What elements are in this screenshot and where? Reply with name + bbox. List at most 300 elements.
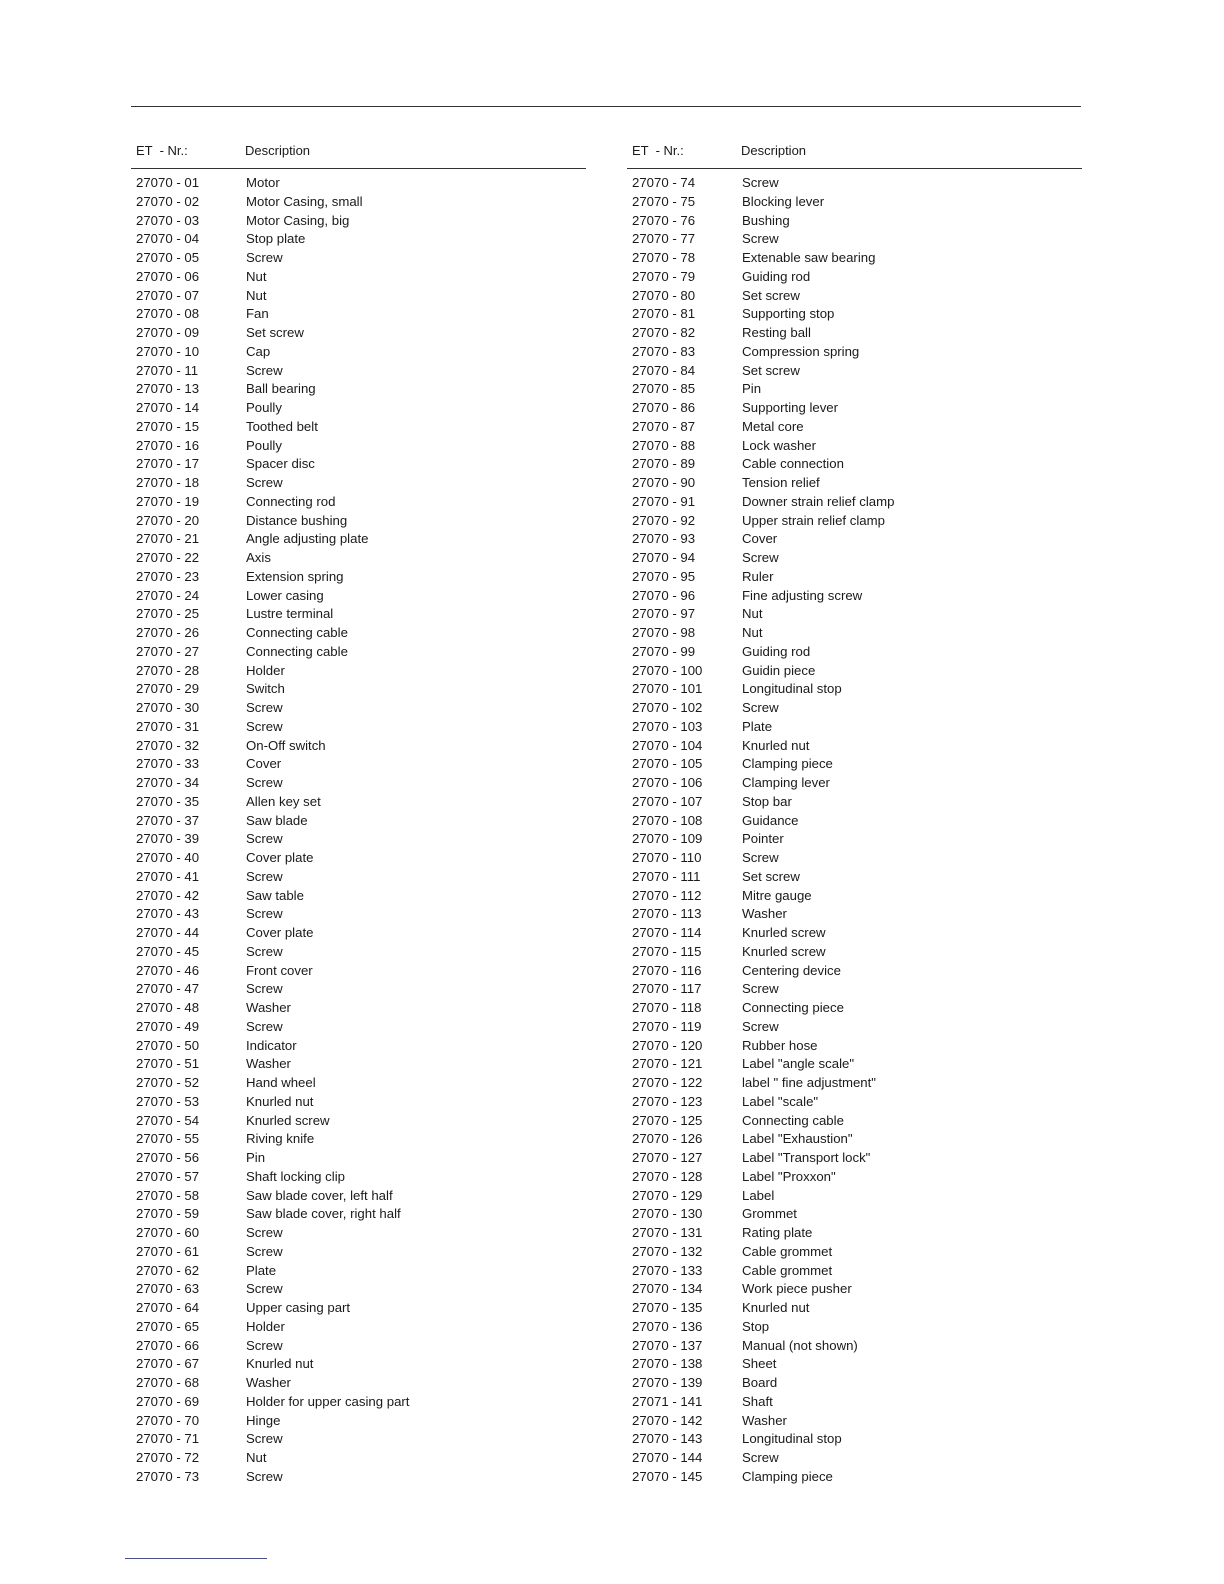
part-description: Washer (246, 1375, 291, 1390)
part-description: Screw (246, 1225, 283, 1240)
part-number: 27070 - 60 (136, 1225, 200, 1240)
part-description: Longitudinal stop (742, 1431, 842, 1447)
part-description: Screw (742, 550, 779, 565)
table-row (131, 324, 586, 343)
table-row (131, 1112, 586, 1131)
part-number: 27070 - 129 (632, 1187, 703, 1203)
part-description: Switch (246, 681, 285, 697)
part-number: 27070 - 113 (632, 906, 702, 922)
table-row (627, 268, 1082, 287)
part-description: Upper casing part (246, 1300, 351, 1315)
part-description: Nut (246, 268, 267, 284)
part-number: 27070 - 108 (632, 812, 703, 828)
table-row (627, 343, 1082, 362)
part-description: Set screw (742, 287, 800, 303)
part-number: 27070 - 41 (136, 868, 200, 884)
table-row (131, 643, 586, 662)
part-number: 27070 - 59 (136, 1206, 200, 1222)
part-number: 27070 - 42 (136, 887, 200, 903)
part-description: Screw (246, 831, 283, 847)
part-description: Axis (246, 550, 271, 565)
part-description: Screw (742, 1450, 779, 1465)
part-number: 27070 - 80 (632, 287, 696, 303)
footnote-rule (125, 1558, 267, 1559)
part-description: Holder (246, 662, 285, 678)
table-row (627, 868, 1082, 887)
part-number: 27070 - 89 (632, 456, 696, 472)
part-number: 27070 - 14 (136, 400, 200, 415)
table-row (131, 174, 586, 193)
part-description: Metal core (742, 418, 804, 434)
part-number: 27070 - 87 (632, 418, 696, 434)
part-description: Connecting cable (246, 643, 348, 659)
header-description: Description (741, 143, 807, 158)
table-row (131, 830, 586, 849)
part-description: Lower casing (246, 587, 324, 603)
table-row (627, 643, 1082, 662)
part-description: Knurled screw (742, 925, 826, 940)
part-number: 27070 - 132 (632, 1243, 703, 1259)
part-number: 27070 - 73 (136, 1468, 200, 1484)
part-number: 27070 - 104 (632, 737, 703, 753)
part-number: 27070 - 135 (632, 1300, 703, 1315)
table-row (131, 755, 586, 774)
table-row (627, 1430, 1082, 1449)
part-number: 27070 - 68 (136, 1375, 200, 1390)
part-number: 27070 - 81 (632, 306, 696, 322)
part-description: Motor (246, 175, 280, 190)
part-number: 27070 - 90 (632, 475, 696, 490)
table-row (627, 1412, 1082, 1431)
part-number: 27070 - 53 (136, 1093, 200, 1109)
part-description: Label "Proxxon" (742, 1168, 836, 1184)
part-description: Screw (246, 475, 283, 490)
table-row (131, 587, 586, 606)
table-row (131, 718, 586, 737)
part-description: Knurled nut (246, 1093, 314, 1109)
part-number: 27070 - 93 (632, 531, 696, 547)
part-number: 27070 - 97 (632, 606, 696, 622)
part-description: Downer strain relief clamp (742, 493, 895, 509)
header-description: Description (245, 143, 311, 158)
part-number: 27070 - 61 (136, 1243, 200, 1259)
part-description: Set screw (246, 325, 304, 340)
table-row (131, 193, 586, 212)
part-description: Label (742, 1187, 775, 1203)
part-description: Screw (246, 700, 283, 715)
part-number: 27070 - 22 (136, 550, 200, 565)
table-row (627, 924, 1082, 943)
part-number: 27070 - 100 (632, 662, 703, 678)
part-description: Knurled nut (246, 1356, 314, 1372)
table-row (131, 212, 586, 231)
part-number: 27070 - 128 (632, 1168, 703, 1184)
part-description: Cable grommet (742, 1262, 833, 1278)
table-row (627, 1449, 1082, 1468)
table-row (627, 1374, 1082, 1393)
part-description: Stop bar (742, 793, 792, 809)
part-description: Saw blade (246, 812, 308, 828)
part-number: 27070 - 91 (632, 493, 696, 509)
part-description: Manual (not shown) (742, 1337, 858, 1353)
table-row (131, 887, 586, 906)
table-row (627, 1224, 1082, 1243)
part-description: Compression spring (742, 343, 860, 359)
table-row (131, 230, 586, 249)
table-row (627, 1393, 1082, 1412)
part-number: 27070 - 127 (632, 1150, 703, 1165)
table-row (131, 1205, 586, 1224)
part-number: 27070 - 10 (136, 343, 200, 359)
part-description: Cable connection (742, 456, 844, 472)
table-row (131, 1280, 586, 1299)
part-description: Set screw (742, 362, 800, 378)
part-description: Front cover (246, 962, 313, 978)
part-number: 27070 - 98 (632, 625, 696, 640)
part-number: 27070 - 13 (136, 381, 200, 397)
part-number: 27070 - 121 (632, 1056, 703, 1072)
table-row (131, 568, 586, 587)
part-number: 27070 - 137 (632, 1337, 703, 1353)
table-row (627, 624, 1082, 643)
part-number: 27070 - 07 (136, 287, 200, 303)
part-description: Screw (742, 175, 779, 190)
part-description: Screw (246, 1243, 283, 1259)
part-description: Saw blade cover, left half (246, 1187, 393, 1203)
table-row (627, 399, 1082, 418)
part-number: 27070 - 67 (136, 1356, 200, 1372)
part-number: 27070 - 29 (136, 681, 200, 697)
parts-list-right (627, 169, 1082, 1487)
table-row (627, 512, 1082, 531)
part-number: 27070 - 20 (136, 512, 200, 528)
table-row (131, 962, 586, 981)
table-row (627, 568, 1082, 587)
part-number: 27070 - 64 (136, 1300, 200, 1315)
part-number: 27070 - 122 (632, 1075, 703, 1090)
part-description: Poully (246, 437, 282, 453)
table-row (627, 362, 1082, 381)
part-description: Connecting rod (246, 493, 336, 509)
table-row (131, 737, 586, 756)
part-number: 27070 - 136 (632, 1318, 703, 1334)
part-number: 27070 - 96 (632, 587, 696, 603)
part-number: 27070 - 78 (632, 250, 696, 265)
part-number: 27070 - 79 (632, 268, 696, 284)
part-description: Screw (246, 1431, 283, 1447)
table-row (627, 455, 1082, 474)
part-number: 27070 - 48 (136, 1000, 200, 1015)
part-description: Cover plate (246, 850, 314, 865)
table-row (627, 980, 1082, 999)
part-number: 27070 - 138 (632, 1356, 703, 1372)
table-row (627, 1318, 1082, 1337)
table-row (627, 943, 1082, 962)
part-description: Motor Casing, big (246, 212, 350, 228)
part-description: Washer (246, 1056, 291, 1072)
part-description: Ruler (742, 568, 774, 584)
part-description: Saw blade cover, right half (246, 1206, 401, 1222)
part-number: 27070 - 142 (632, 1412, 703, 1428)
part-number: 27070 - 65 (136, 1318, 200, 1334)
part-description: Riving knife (246, 1131, 315, 1147)
table-row (627, 1112, 1082, 1131)
table-row (131, 849, 586, 868)
part-description: Nut (246, 1450, 267, 1465)
part-number: 27070 - 45 (136, 943, 200, 959)
table-row (131, 1449, 586, 1468)
table-row (627, 287, 1082, 306)
table-row (131, 1224, 586, 1243)
part-number: 27070 - 32 (136, 737, 200, 753)
part-description: Poully (246, 400, 282, 415)
part-description: Ball bearing (246, 381, 316, 397)
table-row (131, 1468, 586, 1487)
part-number: 27070 - 19 (136, 493, 200, 509)
table-row (627, 812, 1082, 831)
table-row (131, 1299, 586, 1318)
part-number: 27070 - 01 (136, 175, 200, 190)
part-description: Lock washer (742, 437, 817, 453)
part-number: 27070 - 86 (632, 400, 696, 415)
part-number: 27070 - 58 (136, 1187, 200, 1203)
part-description: Rubber hose (742, 1037, 818, 1053)
table-row (627, 1055, 1082, 1074)
table-row (627, 1243, 1082, 1262)
part-description: Lustre terminal (246, 606, 334, 622)
table-row (131, 1187, 586, 1206)
table-row (627, 1149, 1082, 1168)
part-number: 27070 - 125 (632, 1112, 703, 1128)
table-row (131, 512, 586, 531)
table-row (131, 1243, 586, 1262)
part-description: Hinge (246, 1412, 281, 1428)
part-number: 27070 - 123 (632, 1093, 703, 1109)
table-row (627, 1130, 1082, 1149)
part-description: Connecting piece (742, 1000, 844, 1015)
table-row (627, 474, 1082, 493)
part-number: 27070 - 92 (632, 512, 696, 528)
part-number: 27070 - 09 (136, 325, 200, 340)
part-description: Cap (246, 343, 271, 359)
part-description: Screw (246, 718, 283, 734)
part-number: 27070 - 84 (632, 362, 696, 378)
table-row (131, 1093, 586, 1112)
part-number: 27070 - 99 (632, 643, 696, 659)
part-number: 27070 - 118 (632, 1000, 702, 1015)
part-number: 27070 - 82 (632, 325, 696, 340)
part-description: Screw (246, 868, 283, 884)
part-number: 27070 - 62 (136, 1262, 200, 1278)
part-description: Washer (742, 1412, 787, 1428)
part-number: 27070 - 15 (136, 418, 200, 434)
part-number: 27070 - 49 (136, 1018, 200, 1034)
table-row (131, 1412, 586, 1431)
table-row (627, 324, 1082, 343)
part-description: Extenable saw bearing (742, 250, 876, 265)
part-description: Screw (246, 981, 283, 997)
table-row (131, 1318, 586, 1337)
table-row (627, 1468, 1082, 1487)
part-description: Work piece pusher (742, 1281, 852, 1297)
part-number: 27070 - 106 (632, 775, 703, 790)
part-number: 27070 - 109 (632, 831, 703, 847)
table-row (131, 812, 586, 831)
table-row (131, 1355, 586, 1374)
part-number: 27070 - 144 (632, 1450, 703, 1465)
part-number: 27070 - 31 (136, 718, 200, 734)
part-description: Pin (742, 381, 762, 397)
part-number: 27070 - 111 (632, 868, 701, 884)
part-number: 27070 - 103 (632, 718, 703, 734)
table-row (627, 1337, 1082, 1356)
table-row (627, 605, 1082, 624)
part-number: 27070 - 63 (136, 1281, 200, 1297)
part-number: 27070 - 26 (136, 625, 200, 640)
table-row (131, 305, 586, 324)
part-description: Screw (246, 1468, 283, 1484)
part-description: Clamping lever (742, 775, 830, 790)
part-description: Nut (246, 287, 267, 303)
part-number: 27070 - 23 (136, 568, 200, 584)
part-description: Pointer (742, 831, 784, 847)
part-description: Label "angle scale" (742, 1056, 855, 1072)
table-row (627, 774, 1082, 793)
part-description: Knurled nut (742, 737, 810, 753)
part-description: Washer (742, 906, 787, 922)
table-row (627, 249, 1082, 268)
part-description: Set screw (742, 868, 800, 884)
part-number: 27070 - 56 (136, 1150, 200, 1165)
part-number: 27070 - 30 (136, 700, 200, 715)
part-description: Clamping piece (742, 756, 833, 772)
part-description: Guidin piece (742, 662, 816, 678)
part-description: Cover (246, 756, 282, 772)
part-number: 27070 - 35 (136, 793, 200, 809)
table-row (131, 268, 586, 287)
table-row (627, 755, 1082, 774)
part-description: Label "Exhaustion" (742, 1131, 853, 1147)
table-row (627, 662, 1082, 681)
part-description: Plate (246, 1262, 277, 1278)
part-number: 27070 - 71 (136, 1431, 200, 1447)
part-number: 27070 - 105 (632, 756, 703, 772)
part-description: Indicator (246, 1037, 297, 1053)
part-number: 27070 - 143 (632, 1431, 703, 1447)
table-row (131, 530, 586, 549)
part-number: 27070 - 57 (136, 1168, 200, 1184)
table-row (627, 718, 1082, 737)
table-row (131, 249, 586, 268)
part-number: 27070 - 28 (136, 662, 200, 678)
part-number: 27070 - 101 (632, 681, 703, 697)
part-number: 27070 - 11 (136, 362, 199, 378)
part-description: Supporting lever (742, 400, 839, 415)
table-row (627, 305, 1082, 324)
part-description: Rating plate (742, 1225, 813, 1240)
part-description: Label "scale" (742, 1093, 819, 1109)
part-number: 27070 - 33 (136, 756, 200, 772)
part-description: Extension spring (246, 568, 344, 584)
table-row (627, 962, 1082, 981)
table-row (131, 868, 586, 887)
parts-table-right (627, 140, 1082, 1487)
part-number: 27070 - 54 (136, 1112, 200, 1128)
table-row (131, 418, 586, 437)
table-row (627, 1187, 1082, 1206)
table-row (131, 1262, 586, 1281)
part-number: 27070 - 94 (632, 550, 696, 565)
table-row (627, 905, 1082, 924)
table-row (627, 1355, 1082, 1374)
part-description: Bushing (742, 212, 790, 228)
table-row (627, 737, 1082, 756)
part-description: Holder for upper casing part (246, 1393, 410, 1409)
table-row (131, 605, 586, 624)
table-row (131, 680, 586, 699)
part-number: 27070 - 55 (136, 1131, 200, 1147)
part-description: Knurled screw (742, 943, 826, 959)
part-description: Connecting cable (742, 1112, 844, 1128)
table-row (627, 849, 1082, 868)
part-description: Pin (246, 1150, 266, 1165)
table-row (131, 999, 586, 1018)
table-row (131, 793, 586, 812)
part-description: Nut (742, 625, 763, 640)
table-row (131, 1018, 586, 1037)
table-row (131, 1374, 586, 1393)
part-number: 27070 - 115 (632, 943, 702, 959)
part-number: 27070 - 134 (632, 1281, 703, 1297)
part-number: 27070 - 117 (632, 981, 702, 997)
part-number: 27070 - 39 (136, 831, 200, 847)
part-number: 27070 - 02 (136, 193, 200, 209)
table-row (131, 455, 586, 474)
table-row (627, 680, 1082, 699)
table-row (131, 924, 586, 943)
part-description: Stop plate (246, 231, 306, 247)
part-number: 27070 - 52 (136, 1075, 200, 1090)
header-part-number: ET - Nr.: (632, 143, 684, 158)
part-description: Screw (246, 775, 283, 790)
part-description: Guiding rod (742, 643, 811, 659)
top-divider (131, 106, 1081, 107)
table-row (131, 437, 586, 456)
part-description: Sheet (742, 1356, 777, 1372)
table-row (627, 999, 1082, 1018)
part-number: 27070 - 130 (632, 1206, 703, 1222)
part-description: Spacer disc (246, 456, 315, 472)
part-description: Upper strain relief clamp (742, 512, 885, 528)
part-description: Distance bushing (246, 512, 348, 528)
part-number: 27070 - 95 (632, 568, 696, 584)
part-number: 27070 - 50 (136, 1037, 200, 1053)
table-row (627, 793, 1082, 812)
part-number: 27071 - 141 (632, 1393, 703, 1409)
part-number: 27070 - 145 (632, 1468, 703, 1484)
part-number: 27070 - 66 (136, 1337, 200, 1353)
part-description: Longitudinal stop (742, 681, 842, 697)
part-description: Knurled nut (742, 1300, 810, 1315)
part-number: 27070 - 05 (136, 250, 200, 265)
part-number: 27070 - 112 (632, 887, 702, 903)
table-row (131, 1430, 586, 1449)
table-row (131, 343, 586, 362)
part-number: 27070 - 27 (136, 643, 200, 659)
part-description: Screw (742, 1018, 779, 1034)
table-row (627, 587, 1082, 606)
part-description: Fine adjusting screw (742, 587, 863, 603)
